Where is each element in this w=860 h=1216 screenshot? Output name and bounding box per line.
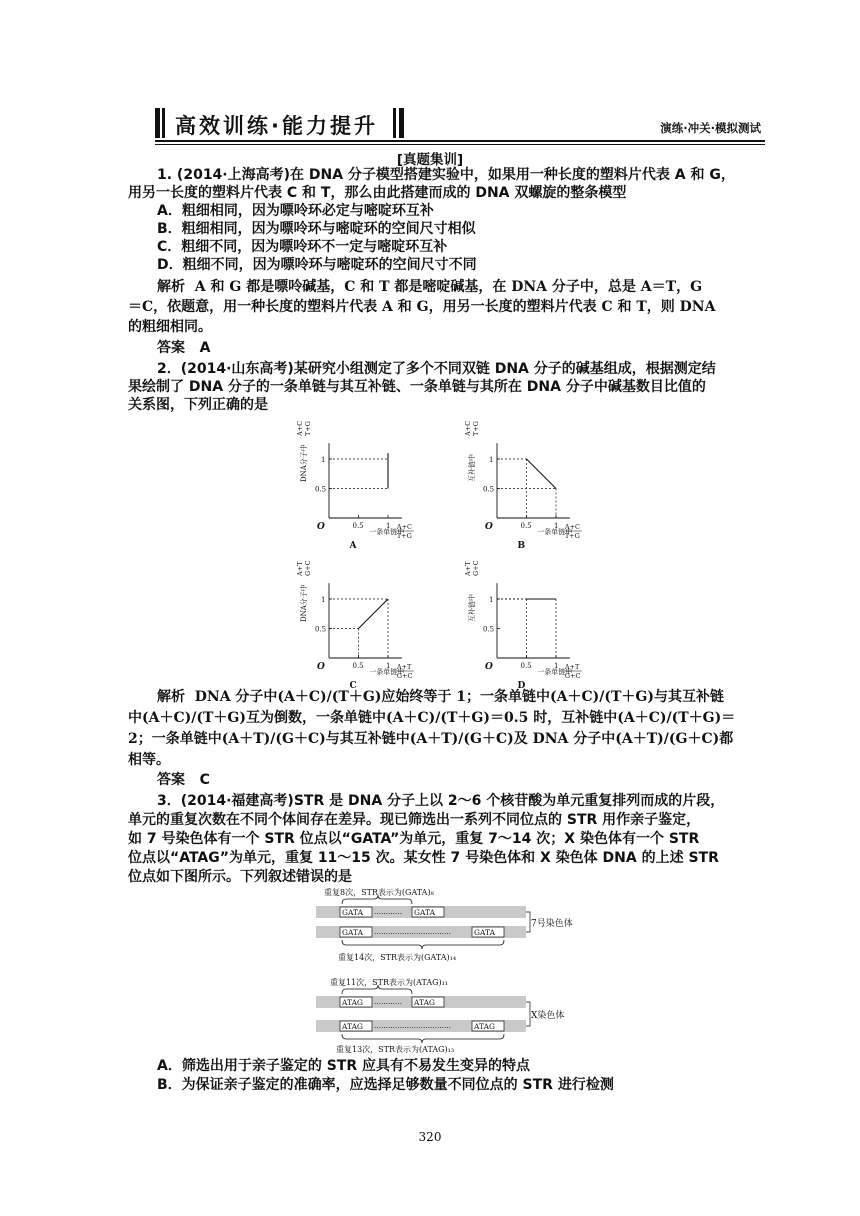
q3-stem-5: 位点如下图所示。下列叙述错误的是 [128,869,352,885]
q2-stem-2: 果绘制了 DNA 分子的一条单链与其互补链、一条单链与其所在 DNA 分子中碱基数目比值的 [128,379,706,395]
dots-xb: …………………………… [374,1022,451,1030]
graph-b-series-line [527,459,557,489]
graph-d-ytick-label-0: 0.5 [483,625,495,634]
graph-c-ytick-label-1: 1 [321,596,326,604]
graph-b-xlabel-den: T+G [564,532,580,540]
dots-7a: ………… [374,908,402,916]
box-7b-2-text: GATA [474,928,496,937]
graph-b-ylabel-den: T+G [472,421,480,436]
banner-bar-right-thin [393,108,396,138]
q1-option-c: C．粗细不同，因为嘌呤环不一定与嘧啶环互补 [157,239,448,255]
q1-option-d: D．粗细不同，因为嘌呤环与嘧啶环的空间尺寸不同 [157,257,477,273]
graph-b-letter: B [517,541,526,551]
graph-b-xlabel: 一条单链中 [537,528,573,536]
banner-title: 高效训练·能力提升 [175,114,378,138]
graph-b-ylabel: 互补链中 [468,454,476,482]
graph-d-letter: D [517,681,526,691]
q2-analysis-label: 解析 [157,689,185,705]
graph-d-xlabel-den: G+C [564,672,581,680]
q1-option-b: B．粗细相同，因为嘌呤环与嘧啶环的空间尺寸相似 [157,221,476,237]
str-label-bottom-7: 重复14次，STR表示为(GATA)₁₄ [338,953,457,962]
box-xb-1-text: ATAG [342,1022,364,1031]
banner-bar-right [399,108,404,138]
q1-option-a: A．粗细相同，因为嘌呤环必定与嘧啶环互补 [157,203,434,219]
str-label-top-7: 重复8次，STR表示为(GATA)₈ [324,888,434,897]
graph-b-xtick-label-1: 1 [554,522,559,530]
q2-analysis-2: 中(A＋C)/(T＋G)互为倒数，一条单链中(A＋C)/(T＋G)＝0.5 时，互补链中(A＋C)/(T＋G)＝ [128,710,736,726]
q1-answer-label: 答案 [157,340,185,356]
dots-xa: ………… [374,998,402,1006]
q2-stem-3: 关系图，下列正确的是 [128,397,268,413]
graph-c-xlabel: 一条单链中 [369,668,405,676]
graph-c-series-line [359,599,389,629]
box-xa-2-text: ATAG [414,998,436,1007]
graph-a-xlabel: 一条单链中 [369,528,405,536]
graph-c-xlabel-den: G+C [396,672,413,680]
graph-a-ylabel-den: T+G [304,421,312,436]
graph-a-ylabel: DNA分子中 [300,444,308,482]
str-figure [312,884,612,1054]
graph-c-xlabel-num: A+T [396,663,412,671]
brace-bottom-7 [342,940,504,949]
graph-d-xlabel-num: A+T [564,663,580,671]
q2-analysis-1 [157,688,724,706]
banner-bar-left-thin [162,108,165,138]
q1-analysis-1 [157,278,702,296]
graph-a-xlabel-den: T+G [396,532,412,540]
graph-a-ytick-label-0: 0.5 [315,485,327,494]
graph-a-xtick-label-1: 1 [386,522,391,530]
q3-stem-2: 单元的重复次数在不同个体间存在差异。现已筛选出一系列不同位点的 STR 用作亲子鉴定， [128,812,701,828]
graph-b-xlabel-num: A+C [564,523,580,531]
q2-stem-1: 2．(2014·山东高考)某研究小组测定了多个不同双链 DNA 分子的碱基组成，根据测定结 [157,361,716,377]
graph-c-letter: C [349,681,357,691]
graph-a-origin: O [317,522,325,532]
box-7a-2-text: GATA [414,908,436,917]
q1-stem-2: 用另一长度的塑料片代表 C 和 T，那么由此搭建而成的 DNA 双螺旋的整条模型 [128,185,627,201]
q2-analysis-3: 2；一条单链中(A＋T)/(G＋C)与其互补链中(A＋T)/(G＋C)及 DNA 分子中(A＋T)/(G＋C)都 [128,731,734,747]
graph-d-xlabel: 一条单链中 [537,668,573,676]
graph-c-xtick-label-0: 0.5 [352,662,364,670]
header-rule-thin [155,144,765,145]
q2-answer-value: C [199,772,210,788]
q1-analysis-text-1: A 和 G 都是嘌呤碱基，C 和 T 都是嘧啶碱基，在 DNA 分子中，总是 A＝T，G [194,279,703,295]
q1-answer [157,339,210,357]
graph-d-ylabel-den: G+C [472,560,480,576]
graph-b-ytick-label-0: 0.5 [483,485,495,494]
box-xb-2-text: ATAG [474,1022,496,1031]
graph-d-origin: O [485,662,493,672]
section-tag: [真题集训] [396,152,464,168]
q3-stem-3: 如 7 号染色体有一个 STR 位点以“GATA”为单元，重复 7～14 次；X 染色体有一个 STR [128,831,700,847]
graph-c-origin: O [317,662,325,672]
q1-analysis-2: ＝C，依题意，用一种长度的塑料片代表 A 和 G，用另一长度的塑料片代表 C 和 T，则 DNA [128,299,716,315]
graph-d-ylabel-num: A+T [464,561,472,576]
graph-c-ylabel-den: G+C [304,560,312,576]
header-rule-thick [155,140,765,142]
banner-bar-left [155,108,160,138]
q3-option-b: B．为保证亲子鉴定的准确率，应选择足够数量不同位点的 STR 进行检测 [157,1077,614,1093]
q2-graphs-figure [295,414,605,694]
box-7b-1-text: GATA [342,928,364,937]
q3-option-a: A．筛选出用于亲子鉴定的 STR 应具有不易发生变异的特点 [157,1058,530,1074]
section-banner [155,106,763,142]
graph-c-ylabel-num: A+T [296,561,304,576]
str-label-top-x: 重复11次，STR表示为(ATAG)₁₁ [330,978,449,987]
str-label-bottom-x: 重复13次，STR表示为(ATAG)₁₃ [336,1045,455,1054]
graph-a-xtick-label-0: 0.5 [352,522,364,530]
graph-d-ytick-label-1: 1 [489,596,494,604]
q1-analysis-3: 的粗细相同。 [128,319,212,335]
graph-a-ytick-label-1: 1 [321,456,326,464]
q3-stem-4: 位点以“ATAG”为单元，重复 11～15 次。某女性 7 号染色体和 X 染色体 DNA 的上述 STR [128,850,719,866]
q1-analysis-label: 解析 [157,279,185,295]
bracket-x [526,1002,530,1026]
graph-a-letter: A [349,541,357,551]
graph-b-xtick-label-0: 0.5 [520,522,532,530]
graph-c-xtick-label-1: 1 [386,662,391,670]
graph-d-xtick-label-1: 1 [554,662,559,670]
graph-b-origin: O [485,522,493,532]
graph-d-xtick-label-0: 0.5 [520,662,532,670]
box-7a-1-text: GATA [342,908,364,917]
graph-c-ytick-label-0: 0.5 [315,625,327,634]
chr7-label: 7号染色体 [531,919,573,929]
brace-bottom-x [342,1034,504,1043]
graph-a-xlabel-num: A+C [396,523,412,531]
q3-stem-1: 3．(2014·福建高考)STR 是 DNA 分子上以 2～6 个核苷酸为单元重复排列而成的片段， [157,793,725,809]
q2-analysis-text-1: DNA 分子中(A＋C)/(T＋G)应始终等于 1；一条单链中(A＋C)/(T＋G)与其互补链 [194,689,725,705]
q1-stem-1: 1. (2014·上海高考)在 DNA 分子模型搭建实验中，如果用一种长度的塑料片代表 A 和 G， [157,167,735,183]
q1-answer-value: A [199,340,211,356]
chrx-label: X染色体 [531,1011,565,1021]
bracket-7 [526,912,530,932]
q2-analysis-4: 相等。 [128,752,170,768]
q2-answer-label: 答案 [157,772,185,788]
graph-a-ylabel-num: A+C [296,420,304,436]
graph-c-ylabel: DNA分子中 [300,584,308,622]
graph-b-ylabel-num: A+C [464,420,472,436]
graph-b-ytick-label-1: 1 [489,456,494,464]
banner-subtitle: 演练·冲关·模拟测试 [660,121,761,135]
graph-d-ylabel: 互补链中 [468,594,476,622]
box-xa-1-text: ATAG [342,998,364,1007]
dots-7b: …………………………… [374,928,451,936]
page-number: 320 [418,1130,442,1144]
q2-answer [157,771,210,789]
